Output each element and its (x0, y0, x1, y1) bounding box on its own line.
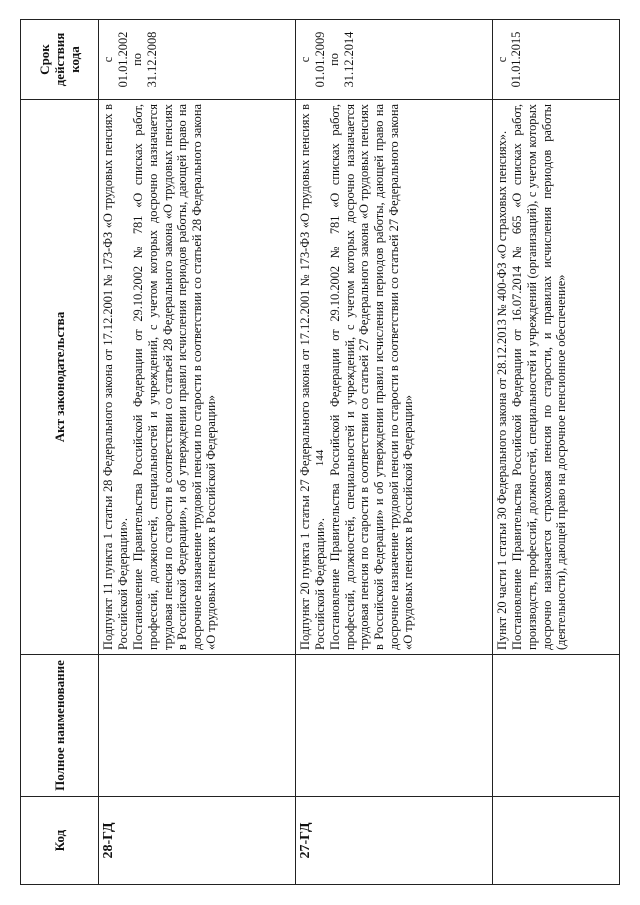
row-full-name (295, 655, 492, 797)
act-paragraph: Постановление Правительства Российской Федерации от 16.07.2014 № 665 «О списках работ, производств, профессий, должностей, специальностей и учреждений (организаций), с учетом которых досрочно назначается страховая пенсия по старости, и правилах исчисления периодов работы (деятельности), дающей право на досрочное пенсионное обеспечение» (510, 104, 569, 650)
row-term (99, 20, 296, 100)
act-paragraph: Постановление Правительства Российской Федерации от 29.10.2002 № 781 «О списках работ, профессий, должностей, специальностей и учреждений, с учетом которых досрочно назначается трудовая пенсия по старости в соответствии со статьей 28 Федерального закона «О трудовых пенсиях в Российской Федерации», и об утверждении правил исчисления периодов работы, дающей право на досрочное назначение трудовой пенсии по старости в соответствии со статьей 28 Федерального закона «О трудовых пенсиях в Российской Федерации» (131, 104, 219, 650)
document-sheet (20, 20, 620, 885)
act-paragraph: Подпункт 20 пункта 1 статьи 27 Федерального закона от 17.12.2001 № 173-ФЗ «О трудовых пенсиях в Российской Федерации». (297, 104, 327, 650)
row-term (492, 20, 619, 100)
row-term (295, 20, 492, 100)
header-full-name: Полное наименование (21, 655, 99, 797)
row-act (295, 100, 492, 655)
row-full-name (99, 655, 296, 797)
row-act (492, 100, 619, 655)
term-to-date: 31.12.2008 (144, 31, 159, 88)
page-number: 144 (314, 449, 326, 467)
table-row (99, 20, 296, 885)
legislation-table (20, 19, 620, 885)
row-act (99, 100, 296, 655)
term-from-date: 01.01.2015 (509, 31, 524, 88)
term-from-label: с (101, 56, 115, 63)
table-row (492, 20, 619, 885)
term-to-label: по (130, 53, 145, 66)
term-to-label: по (327, 53, 342, 66)
term-from-date: 01.01.2002 (115, 31, 130, 88)
table-row (295, 20, 492, 885)
term-from-label: с (297, 56, 312, 63)
act-paragraph: Подпункт 11 пункта 1 статьи 28 Федерального закона от 17.12.2001 № 173-ФЗ «О трудовых пенсиях в Российской Федерации». (101, 104, 130, 650)
header-code: Код (21, 797, 99, 885)
rotated-table-wrapper (20, 20, 620, 885)
header-act: Акт законодательства (21, 100, 99, 655)
header-term: Срок действия кода (21, 20, 99, 100)
row-code (492, 797, 619, 885)
act-paragraph: Пункт 20 части 1 статьи 30 Федерального закона от 28.12.2013 № 400-ФЗ «О страховых пенсиях». (494, 130, 509, 650)
term-to-date: 31.12.2014 (341, 31, 356, 88)
term-from-date: 01.01.2009 (312, 31, 327, 88)
row-full-name (492, 655, 619, 797)
term-from-label: с (494, 56, 509, 63)
row-code: 27-ГД (295, 797, 492, 885)
table-header-row (21, 20, 99, 885)
act-paragraph: Постановление Правительства Российской Федерации от 29.10.2002 № 781 «О списках работ, профессий, должностей, специальностей и учреждений, с учетом которых досрочно назначается трудовая пенсия по старости в соответствии со статьей 27 Федерального закона «О трудовых пенсиях в Российской Федерации» и об утверждении правил исчисления периодов работы, дающей право на досрочное назначение трудовой пенсии по старости в соответствии со статьей 27 Федерального закона «О трудовых пенсиях в Российской Федерации» (328, 104, 416, 650)
row-code: 28-ГД (99, 797, 296, 885)
